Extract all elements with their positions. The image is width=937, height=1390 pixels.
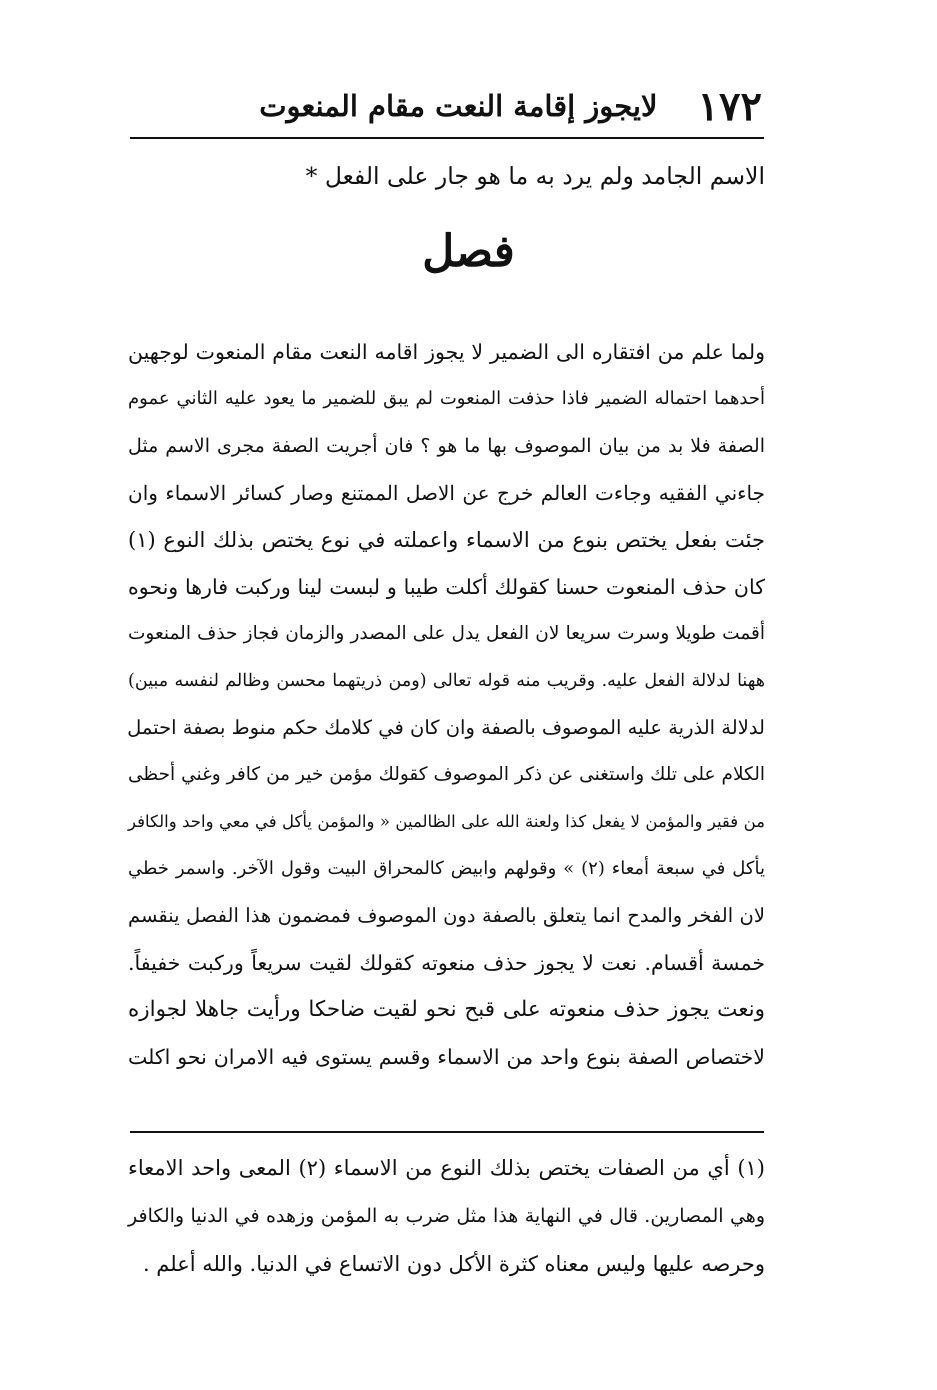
body-line: جئت بفعل يختص بنوع من الاسماء واعملته في نوع يختص بذلك النوع (١) (128, 528, 765, 552)
body-line: الكلام على تلك واستغنى عن ذكر الموصوف كقولك مؤمن خير من كافر وغني أحظى (128, 764, 765, 785)
footnote-line: وحرصه عليها وليس معناه كثرة الأكل دون الاتساع في الدنيا. والله أعلم . (142, 1252, 765, 1276)
body-line: ولما علم من افتقاره الى الضمير لا يجوز اقامه النعت مقام المنعوت لوجهين (128, 340, 765, 364)
footnote-line: (١) أي من الصفات يختص بذلك النوع من الاسماء (٢) المعى واحد الامعاء (128, 1156, 765, 1180)
body-line: ههنا لدلالة الفعل عليه. وقريب منه قوله تعالى (ومن ذريتهما محسن وظالم لنفسه مبين) (128, 671, 765, 691)
body-line: يأكل في سبعة أمعاء (٢) » وقولهم وابيض كالمحراق البيت وقول الآخر. واسمر خطي (128, 858, 765, 879)
body-line: من فقير والمؤمن لا يفعل كذا ولعنة الله على الظالمين « والمؤمن يأكل في معي واحد والكافر (128, 812, 765, 831)
body-line: لاختصاص الصفة بنوع واحد من الاسماء وقسم يستوى فيه الامران نحو اكلت (128, 1045, 765, 1069)
running-title: لايجوز إقامة النعت مقام المنعوت (259, 89, 658, 123)
body-line: الصفة فلا بد من بيان الموصوف بها ما هو ؟ فان أجريت الصفة مجرى الاسم مثل (128, 435, 765, 457)
continuation-line: الاسم الجامد ولم يرد به ما هو جار على الفعل * (305, 162, 765, 190)
body-line: أحدهما احتماله الضمير فاذا حذفت المنعوت لم يبق للضمير ما يعود عليه الثاني عموم (128, 388, 765, 409)
body-line: لان الفخر والمدح انما يتعلق بالصفة دون الموصوف فمضمون هذا الفصل ينقسم (128, 904, 765, 927)
body-line: كان حذف المنعوت حسنا كقولك أكلت طيبا و لبست لينا وركبت فارها ونحوه (128, 575, 765, 599)
body-line: خمسة أقسام. نعت لا يجوز حذف منعوته كقولك لقيت سريعاً وركبت خفيفاً. (128, 951, 765, 975)
page-number: ١٧٢ (697, 82, 762, 130)
section-title: فصل (422, 226, 515, 277)
body-line: ونعت يجوز حذف منعوته على قبح نحو لقيت ضاحكا ورأيت جاهلا لجوازه (128, 997, 765, 1022)
header-rule (130, 137, 764, 139)
page-header (130, 78, 762, 134)
body-line: جاءني الفقيه وجاءت العالم خرج عن الاصل الممتنع وصار كسائر الاسماء وان (128, 481, 765, 505)
body-line: لدلالة الذرية عليه الموصوف بالصفة وان كان في كلامك حكم منوط بصفة احتمل (127, 716, 765, 739)
footnote-rule (130, 1131, 764, 1133)
footnote-line: وهي المصارين. قال في النهاية هذا مثل ضرب به المؤمن وزهده في الدنيا والكافر (128, 1205, 765, 1227)
body-line: أقمت طويلا وسرت سريعا لان الفعل يدل على المصدر والزمان فجاز حذف المنعوت (128, 623, 765, 644)
